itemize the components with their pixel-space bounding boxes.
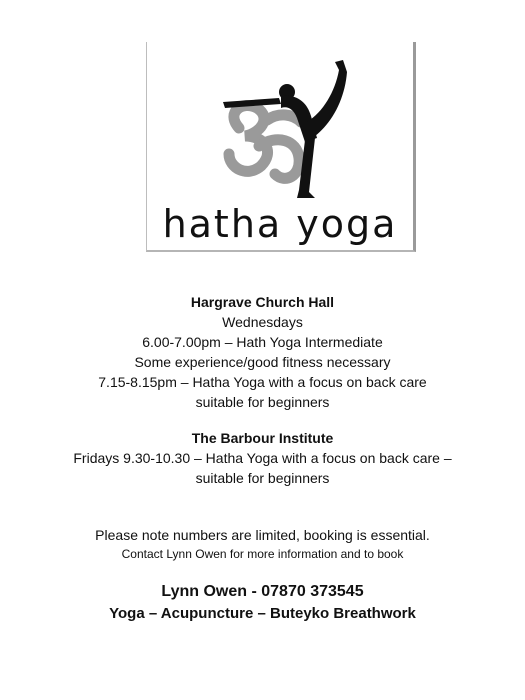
venue1-line: suitable for beginners [195, 394, 330, 410]
notice-main: Please note numbers are limited, booking is essential. [95, 527, 430, 543]
venue1-line: 7.15-8.15pm – Hatha Yoga with a focus on back care [98, 374, 427, 390]
notice-section [0, 525, 525, 563]
venue2-name: The Barbour Institute [191, 430, 334, 446]
logo-text: hatha yoga [162, 202, 398, 246]
logo [146, 42, 416, 252]
venue1-line: Some experience/good fitness necessary [134, 354, 391, 370]
venue1-section [0, 292, 525, 412]
venue1-line: 6.00-7.00pm – Hath Yoga Intermediate [142, 334, 383, 350]
venue1-line: Wednesdays [222, 314, 303, 330]
om-symbol-icon [229, 105, 301, 178]
contact-name-phone: Lynn Owen - 07870 373545 [161, 583, 364, 600]
contact-services: Yoga – Acupuncture – Buteyko Breathwork [109, 605, 416, 622]
notice-sub: Contact Lynn Owen for more information and to book [121, 547, 404, 561]
contact-section [0, 581, 525, 625]
venue2-section [0, 428, 525, 488]
venue2-line: Fridays 9.30-10.30 – Hatha Yoga with a focus on back care – [73, 450, 452, 466]
venue1-name: Hargrave Church Hall [190, 294, 335, 310]
venue2-line: suitable for beginners [195, 470, 330, 486]
